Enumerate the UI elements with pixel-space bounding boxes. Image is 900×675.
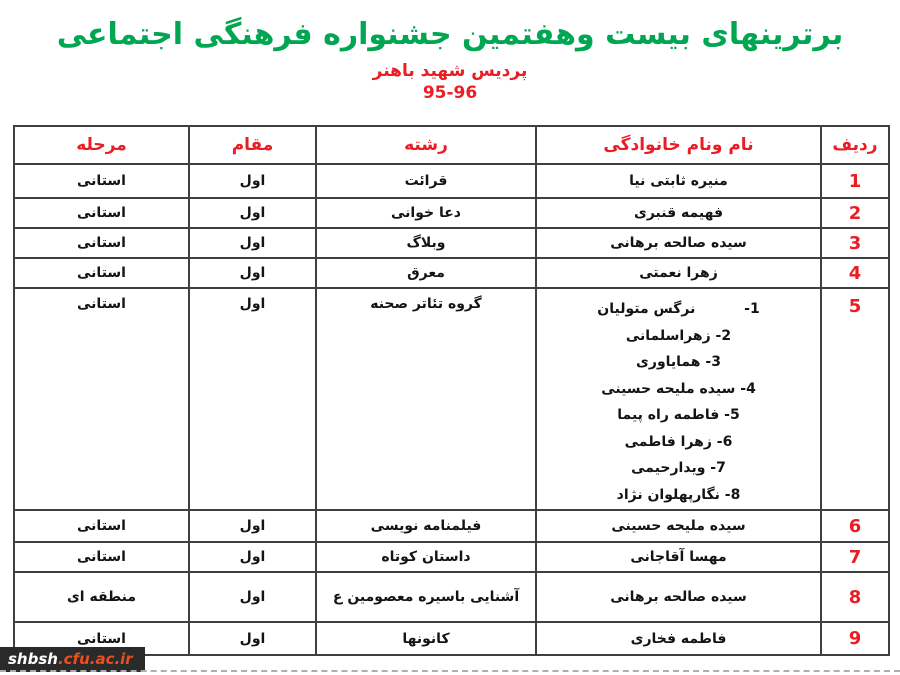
cell-no: 1 xyxy=(821,164,889,198)
cell-rank: اول xyxy=(189,622,316,655)
member-item: 5- فاطمه راه پیما xyxy=(617,407,740,423)
cell-no: 9 xyxy=(821,622,889,655)
col-header-name: نام ونام خانوادگی xyxy=(536,126,821,164)
cell-rank: اول xyxy=(189,288,316,510)
cell-rank: اول xyxy=(189,164,316,198)
cell-name: سیده ملیحه حسینی xyxy=(536,510,821,542)
cell-rank: اول xyxy=(189,542,316,572)
cell-field: وبلاگ xyxy=(316,228,536,258)
cell-stage: منطقه ای xyxy=(14,572,189,622)
col-header-rank: مقام xyxy=(189,126,316,164)
cell-no: 3 xyxy=(821,228,889,258)
table-row xyxy=(14,164,889,198)
cell-no: 4 xyxy=(821,258,889,288)
cell-field: قرائت xyxy=(316,164,536,198)
member-item: 2- زهراسلمانی xyxy=(625,327,732,344)
watermark-site-rest: .cfu.ac.ir xyxy=(57,650,133,668)
cell-rank: اول xyxy=(189,198,316,228)
cell-rank: اول xyxy=(189,572,316,622)
cell-no: 8 xyxy=(821,572,889,622)
cell-field: گروه تئاتر صحنه xyxy=(316,288,536,510)
col-header-no: ردیف xyxy=(821,126,889,164)
bottom-dashed-divider xyxy=(0,670,900,672)
page-subtitle: پردیس شهید باهنر xyxy=(372,61,528,81)
cell-name: فاطمه فخاری xyxy=(536,622,821,655)
cell-field: کانونها xyxy=(316,622,536,655)
results-table xyxy=(13,125,890,656)
cell-name: سیده صالحه برهانی xyxy=(536,572,821,622)
cell-stage: استانی xyxy=(14,198,189,228)
cell-stage: استانی xyxy=(14,622,189,655)
cell-name: فهیمه قنبری xyxy=(536,198,821,228)
table-row xyxy=(14,572,889,622)
cell-name: زهرا نعمتی xyxy=(536,258,821,288)
watermark-site-bold: shbsh xyxy=(8,650,58,668)
cell-name: منیره ثابتی نیا xyxy=(536,164,821,198)
cell-stage: استانی xyxy=(14,258,189,288)
page-title: برترینهای بیست وهفتمین جشنواره فرهنگی اجتماعی xyxy=(56,17,844,52)
cell-rank: اول xyxy=(189,258,316,288)
cell-no: 5 xyxy=(821,288,889,510)
cell-stage: استانی xyxy=(14,510,189,542)
table-row xyxy=(14,228,889,258)
member-item: 7- ویدارحیمی xyxy=(631,460,726,476)
page-header xyxy=(0,0,900,103)
member-list xyxy=(541,296,816,508)
member-item: 4- سیده ملیحه حسینی xyxy=(601,380,756,397)
cell-no: 2 xyxy=(821,198,889,228)
cell-stage: استانی xyxy=(14,542,189,572)
site-watermark xyxy=(0,647,145,672)
cell-field: آشنایی باسیره معصومین ع xyxy=(316,572,536,622)
member-item: 8- نگارپهلوان نژاد xyxy=(616,486,741,503)
page-year: 95-96 xyxy=(422,83,478,103)
table-row xyxy=(14,258,889,288)
cell-field: دعا خوانی xyxy=(316,198,536,228)
cell-no: 7 xyxy=(821,542,889,572)
cell-stage: استانی xyxy=(14,164,189,198)
cell-stage: استانی xyxy=(14,288,189,510)
cell-name: سیده صالحه برهانی xyxy=(536,228,821,258)
cell-name: مهسا آقاجانی xyxy=(536,542,821,572)
cell-rank: اول xyxy=(189,228,316,258)
cell-no: 6 xyxy=(821,510,889,542)
table-row xyxy=(14,198,889,228)
table-row xyxy=(14,542,889,572)
table-row-group xyxy=(14,288,889,510)
cell-field: داستان کوتاه xyxy=(316,542,536,572)
member-item: 1- نرگس متولیان xyxy=(597,301,760,317)
cell-field: معرق xyxy=(316,258,536,288)
table-header-row xyxy=(14,126,889,164)
cell-stage: استانی xyxy=(14,228,189,258)
col-header-field: رشته xyxy=(316,126,536,164)
member-item: 3- همایاوری xyxy=(636,354,721,370)
table-row xyxy=(14,622,889,655)
cell-rank: اول xyxy=(189,510,316,542)
member-item: 6- زهرا فاطمی xyxy=(624,433,733,450)
cell-name-list xyxy=(536,288,821,510)
table-row xyxy=(14,510,889,542)
cell-field: فیلمنامه نویسی xyxy=(316,510,536,542)
col-header-stage: مرحله xyxy=(14,126,189,164)
